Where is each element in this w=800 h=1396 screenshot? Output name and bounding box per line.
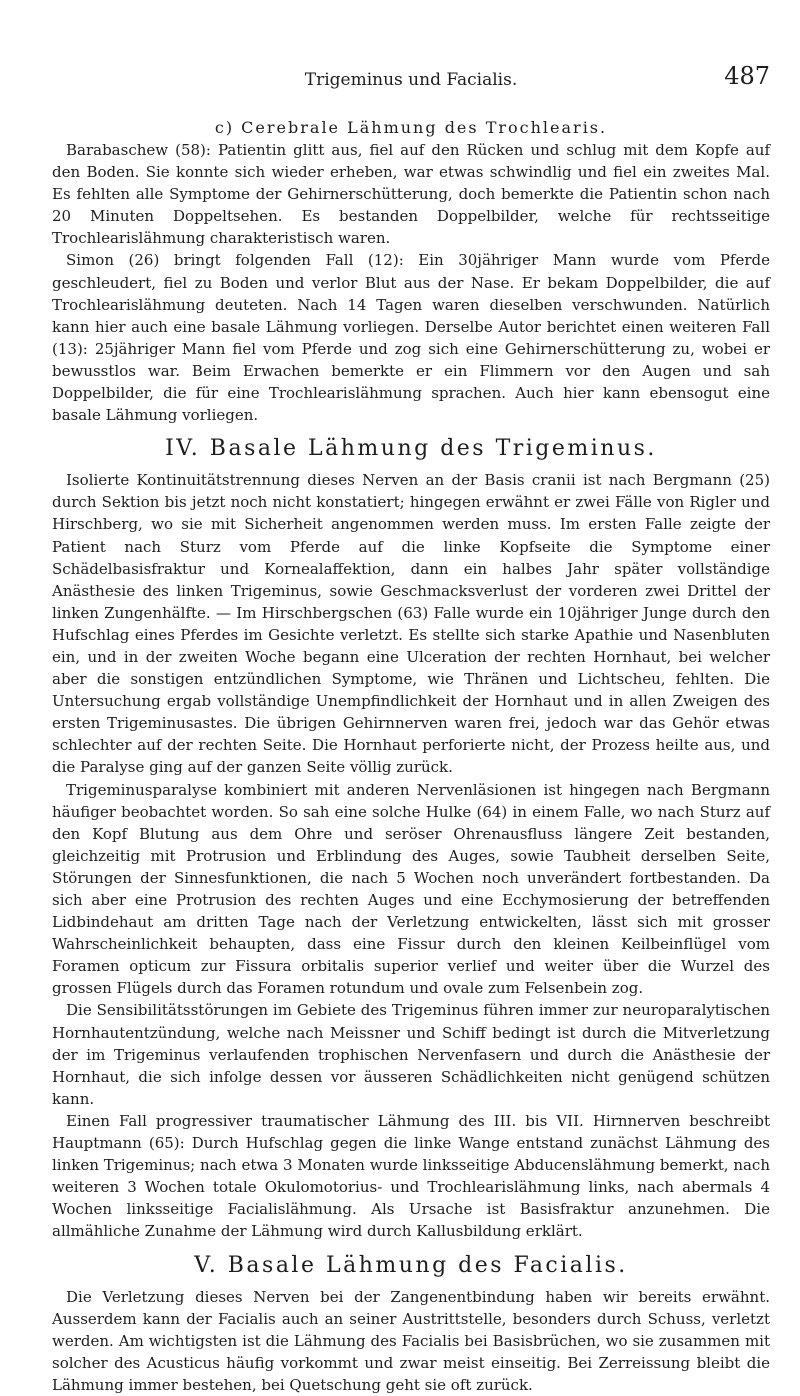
- page-number: 487: [724, 62, 770, 90]
- paragraph-trigeminusparalyse: Trigeminusparalyse kombiniert mit anderen Nervenläsionen ist hingegen nach Bergmann häufiger beobachtet worden. So sah eine solche Hulke (64) in einem Falle, wo nach Sturz auf den Kopf Blutung aus dem Ohre und seröser Ohrenausfluss längere Zeit bestanden, gleichzeitig mit Protrusion und Erblindung des Auges, sowie Taubheit derselben Seite, Störungen der Sinnesfunktionen, die nach 5 Wochen noch unverändert fortbestanden. Da sich aber eine Protrusion des rechten Auges und eine Ecchymosierung der betreffenden Lidbindehaut am dritten Tage nach der Verletzung entwickelten, lässt sich mit grosser Wahrscheinlichkeit behaupten, dass eine Fissur durch den kleinen Keilbeinflügel vom Foramen opticum zur Fissura orbitalis superior verlief und weiter über die Wurzel des grossen Flügels durch das Foramen rotundum und ovale zum Felsenbein zog.: [52, 780, 770, 998]
- paragraph-barabaschew: Barabaschew (58): Patientin glitt aus, fiel auf den Rücken und schlug mit dem Kopfe auf den Boden. Sie konnte sich wieder erheben, war etwas schwindlig und fiel ein zweites Mal. Es fehlten alle Symptome der Gehirnerschütterung, doch bemerkte die Patientin schon nach 20 Minuten Doppeltsehen. Es bestanden Doppelbilder, welche für rechtsseitige Trochlearislähmung charakteristisch waren.: [52, 141, 770, 248]
- paragraph-sensibilitaet: Die Sensibilitätsstörungen im Gebiete des Trigeminus führen immer zur neuroparalytischen Hornhautentzündung, welche nach Meissner und Schiff bedingt ist durch die Mitverletzung der im Trigeminus verlaufenden trophischen Nervenfasern und durch die Anästhesie der Hornhaut, die sich infolge dessen vor äusseren Schädlichkeiten nicht genügend schützen kann.: [52, 1001, 770, 1108]
- page-header: [52, 62, 770, 96]
- page-body: [52, 118, 770, 1396]
- paragraph-simon: Simon (26) bringt folgenden Fall (12): Ein 30jähriger Mann wurde vom Pferde geschleudert, fiel zu Boden und verlor Blut aus der Nase. Er bekam Doppelbilder, die auf Trochlearislähmung deuteten. Nach 14 Tagen waren dieselben verschwunden. Natürlich kann hier auch eine basale Lähmung vorliegen. Derselbe Autor berichtet einen weiteren Fall (13): 25jähriger Mann fiel vom Pferde und zog sich eine Gehirnerschütterung zu, wobei er bewusstlos war. Beim Erwachen bemerkte er ein Flimmern vor den Augen und sah Doppelbilder, die für eine Trochlearislähmung sprachen. Auch hier kann ebensogut eine basale Lähmung vorliegen.: [52, 251, 770, 425]
- running-title: Trigeminus und Facialis.: [304, 70, 518, 90]
- section-v-heading: V. Basale Lähmung des Facialis.: [194, 1252, 628, 1278]
- section-iv-heading: IV. Basale Lähmung des Trigeminus.: [165, 436, 657, 462]
- paragraph-isolierte: Isolierte Kontinuitätstrennung dieses Nerven an der Basis cranii ist nach Bergmann (25) durch Sektion bis jetzt noch nicht konstatiert; hingegen erwähnt er zwei Fälle von Rigler und Hirschberg, wo sie mit Sicherheit angenommen werden muss. Im ersten Falle zeigte der Patient nach Sturz vom Pferde auf die linke Kopfseite die Symptome einer Schädelbasisfraktur und Kornealaffektion, dann ein halbes Jahr später vollständige Anästhesie des linken Trigeminus, sowie Geschmacksverlust der vorderen zwei Drittel der linken Zungenhälfte. — Im Hirschbergschen (63) Falle wurde ein 10jähriger Junge durch den Hufschlag eines Pferdes im Gesichte verletzt. Es stellte sich starke Apathie und Nasenbluten ein, und in der zweiten Woche begann eine Ulceration der rechten Hornhaut, bei welcher aber die sonstigen entzündlichen Symptome, wie Thränen und Lichtscheu, fehlten. Die Untersuchung ergab vollständige Unempfindlichkeit der Hornhaut und in allen Zweigen des ersten Trigeminusastes. Die übrigen Gehirnnerven waren frei, jedoch war das Gehör etwas schlechter auf der rechten Seite. Die Hornhaut perforierte nicht, der Prozess heilte aus, und die Paralyse ging auf der ganzen Seite völlig zurück.: [52, 471, 770, 777]
- subsection-c-heading: c) Cerebrale Lähmung des Trochlearis.: [214, 118, 608, 137]
- paragraph-hauptmann: Einen Fall progressiver traumatischer Lähmung des III. bis VII. Hirnnerven beschreibt Hauptmann (65): Durch Hufschlag gegen die linke Wange entstand zunächst Lähmung des linken Trigeminus; nach etwa 3 Monaten wurde linksseitige Abducenslähmung bemerkt, nach weiteren 3 Wochen totale Okulomotorius- und Trochlearislähmung links, nach abermals 4 Wochen linksseitige Facialislähmung. Als Ursache ist Basisfraktur anzunehmen. Die allmähliche Zunahme der Lähmung wird durch Kallusbildung erklärt.: [52, 1111, 770, 1241]
- paragraph-facialis: Die Verletzung dieses Nerven bei der Zangenentbindung haben wir bereits erwähnt. Ausserdem kann der Facialis auch an seiner Austrittstelle, besonders durch Schuss, verletzt werden. Am wichtigsten ist die Lähmung des Facialis bei Basisbrüchen, wo sie zusammen mit solcher des Acusticus häufig vorkommt und zwar meist einseitig. Bei Zerreissung bleibt die Lähmung immer bestehen, bei Quetschung geht sie oft zurück.: [52, 1287, 770, 1394]
